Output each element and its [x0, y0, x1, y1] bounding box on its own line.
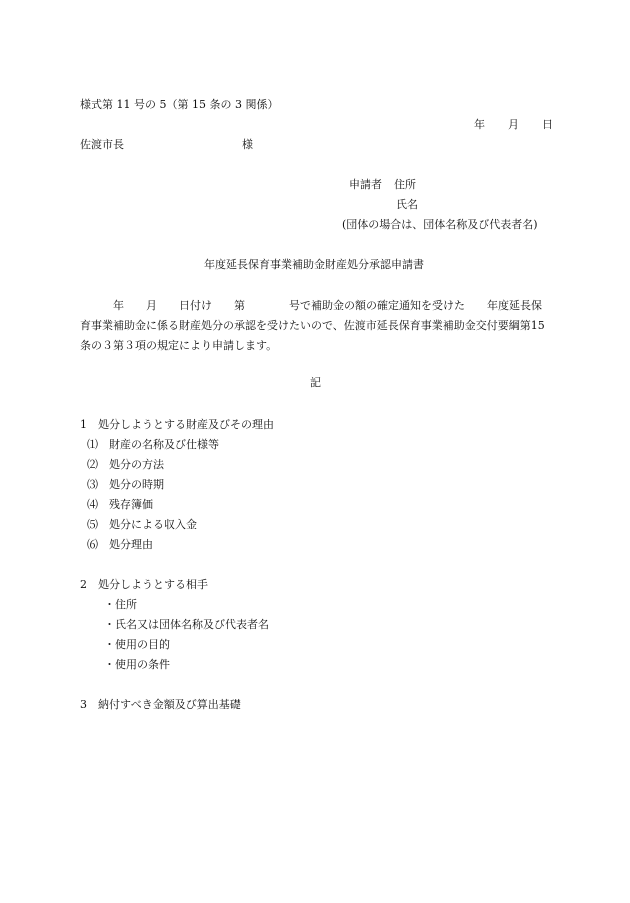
body-line: 育事業補助金に係る財産処分の承認を受けたいので、佐渡市延長保育事業補助金交付要綱第15 [80, 319, 545, 332]
list-item: ⑷ 残存簿価 [87, 498, 153, 511]
applicant-address-label: 住所 [394, 178, 416, 191]
date-month-label: 月 [508, 118, 519, 131]
ki-heading: 記 [310, 376, 321, 389]
list-item: ⑵ 処分の方法 [87, 458, 164, 471]
form-number: 様式第 11 号の 5（第 15 条の 3 関係） [80, 98, 279, 111]
addressee-name: 佐渡市長 [80, 138, 124, 151]
list-item: ⑴ 財産の名称及び仕様等 [87, 438, 219, 451]
body-line: 条の３第３項の規定により申請します。 [80, 339, 278, 352]
list-item: ・使用の条件 [104, 658, 170, 671]
section-heading: 2 処分しようとする相手 [80, 578, 208, 591]
body-paragraph [80, 296, 552, 356]
document-title: 年度延長保育事業補助金財産処分承認申請書 [204, 258, 424, 271]
applicant-label: 申請者 [349, 178, 382, 191]
applicant-note: (団体の場合は、団体名称及び代表者名) [342, 218, 538, 231]
list-item: ・氏名又は団体名称及び代表者名 [104, 618, 269, 631]
list-item: ⑸ 処分による収入金 [87, 518, 197, 531]
body-line: 年 月 日付け 第 号で補助金の額の確定通知を受けた 年度延長保 [80, 299, 542, 312]
addressee-suffix: 様 [242, 138, 253, 151]
applicant-name-label: 氏名 [396, 198, 418, 211]
date-year-label: 年 [474, 118, 485, 131]
date-day-label: 日 [542, 118, 553, 131]
section-heading: 1 処分しようとする財産及びその理由 [80, 418, 274, 431]
list-item: ⑶ 処分の時期 [87, 478, 164, 491]
list-item: ・住所 [104, 598, 137, 611]
list-item: ⑹ 処分理由 [87, 538, 153, 551]
list-item: ・使用の目的 [104, 638, 170, 651]
applicant-address-line [349, 178, 416, 192]
date-line [474, 118, 553, 132]
addressee [80, 138, 253, 152]
section-heading: 3 納付すべき金額及び算出基礎 [80, 698, 241, 711]
